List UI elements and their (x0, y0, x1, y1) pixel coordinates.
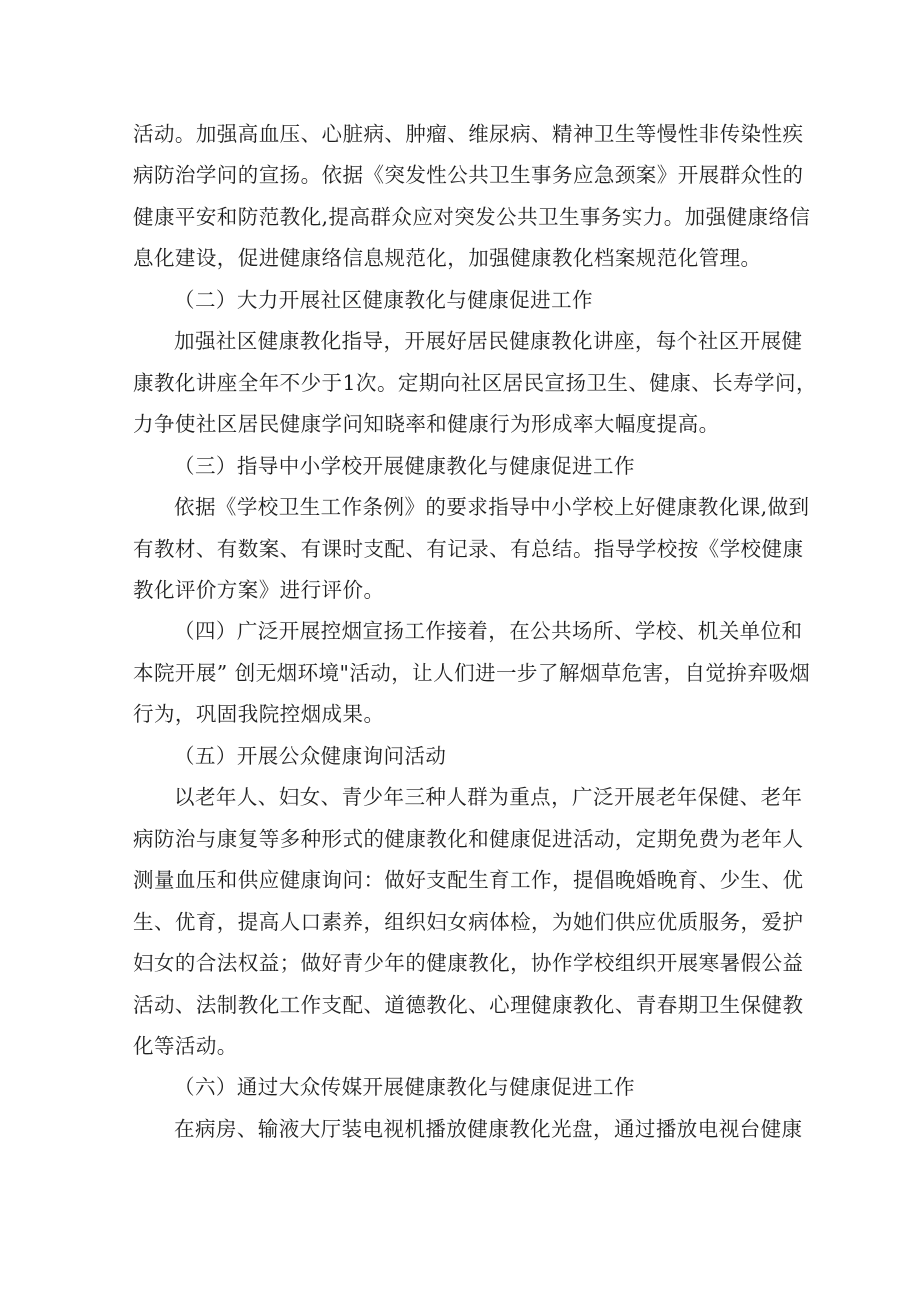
text-line: 病防治与康复等多种形式的健康教化和健康促进活动，定期免费为老年人 (133, 826, 804, 851)
section-heading-line: （三）指导中小学校开展健康教化与健康促进工作 (174, 453, 635, 478)
section-heading-line: （六）通过大众传媒开展健康教化与健康促进工作 (174, 1075, 635, 1100)
section-heading-line: （二）大力开展社区健康教化与健康促进工作 (174, 287, 593, 312)
text-line: 康教化讲座全年不少于1次。定期向社区居民宣扬卫生、健康、长寿学问， (133, 370, 817, 395)
text-line: 力争使社区居民健康学问知晓率和健康行为形成率大幅度提高。 (133, 412, 720, 437)
text-line: 妇女的合法权益；做好青少年的健康教化，协作学校组织开展寒暑假公益 (133, 951, 804, 976)
text-line: 加强社区健康教化指导，开展好居民健康教化讲座，每个社区开展健 (174, 329, 803, 354)
text-line: 行为，巩固我院控烟成果。 (133, 702, 385, 727)
text-line: 健康平安和防范教化,提高群众应对突发公共卫生事务实力。加强健康络信 (133, 204, 811, 229)
text-line: 生、优育，提高人口素养，组织妇女病体检，为她们供应优质服务，爱护 (133, 909, 804, 934)
text-line: 本院开展” 创无烟环境"活动，让人们进一步了解烟草危害，自觉拚弃吸烟 (133, 660, 811, 685)
text-line: 活动。加强高血压、心脏病、肿瘤、维尿病、精神卫生等慢性非传染性疾 (133, 122, 804, 146)
text-line: 依据《学校卫生工作条例》的要求指导中小学校上好健康教化课,做到 (174, 495, 810, 520)
text-line: 病防治学问的宣扬。依据《突发性公共卫生事务应急颈案》开展群众性的 (133, 163, 804, 188)
text-line: 在病房、输液大厅装电视机播放健康教化光盘，通过播放电视台健康 (174, 1116, 803, 1141)
text-line: 教化评价方案》进行评价。 (133, 577, 385, 602)
text-line: 有教材、有数案、有课时支配、有记录、有总结。指导学校按《学校健康 (133, 536, 804, 561)
section-heading-line: （四）广泛开展控烟宣扬工作接着，在公共场所、学校、机关单位和 (174, 619, 803, 644)
text-line: 活动、法制教化工作支配、道德教化、心理健康教化、青春期卫生保健教 (133, 992, 804, 1017)
text-line: 化等活动。 (133, 1033, 238, 1058)
text-line: 测量血压和供应健康询问：做好支配生育工作，提倡晚婚晚育、少生、优 (133, 868, 804, 893)
text-line: 以老年人、妇女、青少年三种人群为重点，广泛开展老年保健、老年 (174, 785, 803, 810)
text-line: 息化建设，促进健康络信息规范化，加强健康教化档案规范化管理。 (133, 246, 762, 271)
section-heading-line: （五）开展公众健康询问活动 (174, 743, 447, 768)
